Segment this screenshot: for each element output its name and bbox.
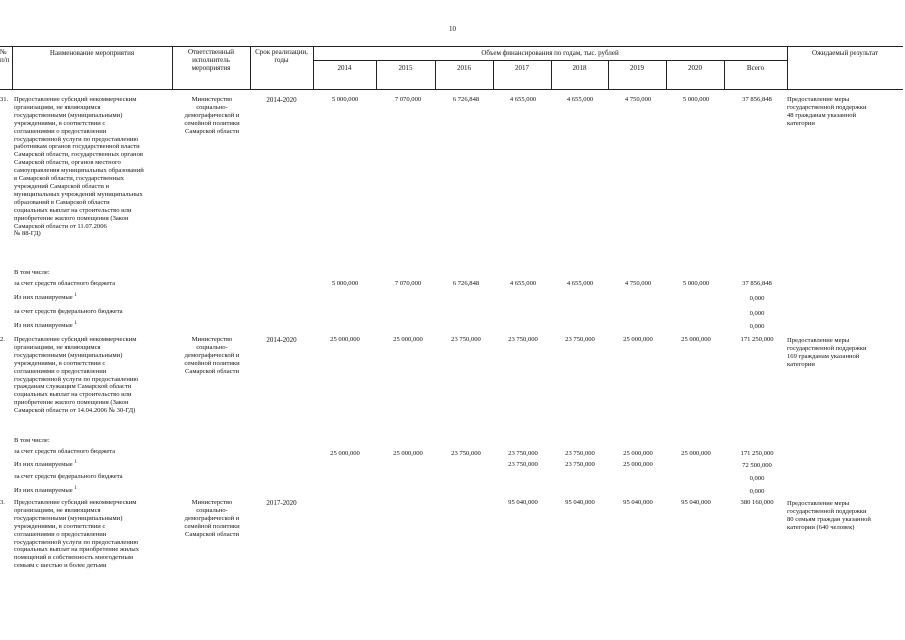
including-label: В том числе:	[14, 437, 50, 444]
sub-value: 23 750,000	[508, 450, 538, 457]
sub-value: 23 750,000	[565, 461, 595, 468]
sub-label: за счет средств федерального бюджета	[14, 308, 123, 315]
value-2019: 95 040,000	[623, 499, 653, 506]
header-top-line	[0, 46, 903, 47]
value-total: 380 160,000	[740, 499, 774, 506]
header-num: № п/п	[0, 48, 10, 65]
value-2018: 23 750,000	[565, 336, 595, 343]
sub-value-total: 0,000	[749, 295, 765, 302]
sub-value: 4 655,000	[509, 280, 537, 287]
sub-value: 6 726,848	[452, 280, 480, 287]
row-term: 2014-2020	[266, 336, 297, 344]
sub-value-total: 72 500,000	[742, 462, 772, 469]
value-2015: 25 000,000	[393, 336, 423, 343]
header-responsible: Ответственный исполнитель мероприятия	[187, 48, 235, 73]
value-total: 37 856,848	[742, 96, 772, 103]
value-2017: 95 040,000	[508, 499, 538, 506]
row-responsible: Министерство социально- демографической и семейной политики Самарской области	[184, 336, 240, 375]
row-result: Предоставление меры государственной поддержки 80 семьям граждан указанной категории (640 человек)	[787, 500, 871, 531]
row-number: 2.	[0, 336, 5, 343]
row-number: 31.	[0, 96, 9, 103]
sub-label: за счет средств областного бюджета	[14, 448, 116, 455]
header-year-total: Всего	[746, 64, 765, 72]
sub-value: 23 750,000	[508, 461, 538, 468]
header-year: 2016	[457, 64, 471, 72]
value-2018: 4 655,000	[566, 96, 594, 103]
sub-value: 7 070,000	[394, 280, 422, 287]
sub-value: 5 000,000	[682, 280, 710, 287]
header-name: Наименование мероприятия	[49, 49, 135, 57]
including-label: В том числе:	[14, 269, 50, 276]
sub-value-total: 0,000	[749, 475, 765, 482]
sub-value: 23 750,000	[565, 450, 595, 457]
sub-label: за счет средств областного бюджета	[14, 280, 116, 287]
value-2017: 23 750,000	[508, 336, 538, 343]
value-2014: 25 000,000	[330, 336, 360, 343]
header-bottom-line	[0, 89, 903, 90]
value-2016: 6 726,848	[452, 96, 480, 103]
sub-label: за счет средств федерального бюджета	[14, 473, 123, 480]
header-year: 2017	[515, 64, 529, 72]
sub-value-total: 0,000	[749, 310, 765, 317]
sub-value: 4 750,000	[624, 280, 652, 287]
header-year: 2014	[337, 64, 352, 72]
sub-label: Из них планируемые $^1$	[14, 460, 77, 469]
sub-value: 25 000,000	[393, 450, 423, 457]
header-year: 2018	[572, 64, 587, 72]
page-number: 10	[449, 25, 456, 33]
sub-value: 25 000,000	[623, 461, 653, 468]
header-mid-line	[313, 60, 787, 61]
sub-label: Из них планируемые $^1$	[14, 321, 77, 330]
header-funding: Объем финансирования по годам, тыс. рублей	[481, 49, 619, 57]
row-result: Предоставление меры государственной поддержки 169 гражданам указанной категории	[787, 337, 867, 368]
header-year: 2019	[630, 64, 644, 72]
value-2016: 23 750,000	[451, 336, 481, 343]
value-total: 171 250,000	[740, 336, 774, 343]
header-result: Ожидаемый результат	[811, 49, 879, 57]
sub-value: 23 750,000	[451, 450, 481, 457]
row-responsible: Министерство социально- демографической и семейной политики Самарской области	[184, 499, 240, 538]
header-year: 2015	[398, 64, 413, 72]
row-term: 2017-2020	[266, 499, 297, 507]
row-responsible: Министерство социально- демографической и семейной политики Самарской области	[184, 96, 240, 135]
row-name: Предоставление субсидий некоммерческим организациям, не являющимся государственными (муниципальными) учреждениями, в соответствии с соглашениями о предоставлении государственной услуги по предоставлению социальных выплат на приобретение жилых помещений в собственность многодетным семьям с шестью и более детьми	[14, 499, 139, 570]
value-2017: 4 655,000	[509, 96, 537, 103]
sub-value: 4 655,000	[566, 280, 594, 287]
value-2019: 25 000,000	[623, 336, 653, 343]
sub-value: 5 000,000	[331, 280, 359, 287]
row-name: Предоставление субсидий некоммерческим организациям, не являющимся государственными (муниципальными) учреждениями, в соответствии с соглашениями о предоставлении государственной услуги по предоставлению работникам органов государственной власти Самарской области, государственных органов Самарской области, органов местного самоуправления муниципальных образований в Самарской области, государственных учреждений Самарской области и муниципальных учреждений муниципальных образований в Самарской области социальных выплат на строительство или приобретение жилого помещения (Закон Самарской области от 11.07.2006 № 88-ГД)	[14, 96, 144, 238]
value-2014: 5 000,000	[331, 96, 359, 103]
row-term: 2014-2020	[266, 96, 297, 104]
sub-value-total: 0,000	[749, 488, 765, 495]
header-year: 2020	[688, 64, 702, 72]
value-2018: 95 040,000	[565, 499, 595, 506]
value-2020: 5 000,000	[682, 96, 710, 103]
row-number: 3.	[0, 499, 5, 506]
value-2015: 7 070,000	[394, 96, 422, 103]
sub-label: Из них планируемые $^1$	[14, 486, 77, 495]
value-2019: 4 750,000	[624, 96, 652, 103]
sub-value-total: 0,000	[749, 323, 765, 330]
header-term: Срок реализации, годы	[255, 48, 308, 65]
sub-value-total: 171 250,000	[740, 450, 774, 457]
sub-value: 25 000,000	[681, 450, 711, 457]
value-2020: 95 040,000	[681, 499, 711, 506]
value-2020: 25 000,000	[681, 336, 711, 343]
sub-value: 25 000,000	[330, 450, 360, 457]
row-result: Предоставление меры государственной поддержки 48 гражданам указанной категории	[787, 96, 867, 127]
row-name: Предоставление субсидий некоммерческим организациям, не являющимся государственными (муниципальными) учреждениями, в соответствии с соглашениями о предоставлении государственной услуги по предоставлению гражданам служащим Самарской области социальных выплат на строительство или приобретение жилого помещения (Закон Самарской области от 14.04.2006 № 30-ГД)	[14, 336, 139, 415]
sub-value: 25 000,000	[623, 450, 653, 457]
sub-value-total: 37 856,848	[742, 280, 772, 287]
sub-label: Из них планируемые $^1$	[14, 293, 77, 302]
